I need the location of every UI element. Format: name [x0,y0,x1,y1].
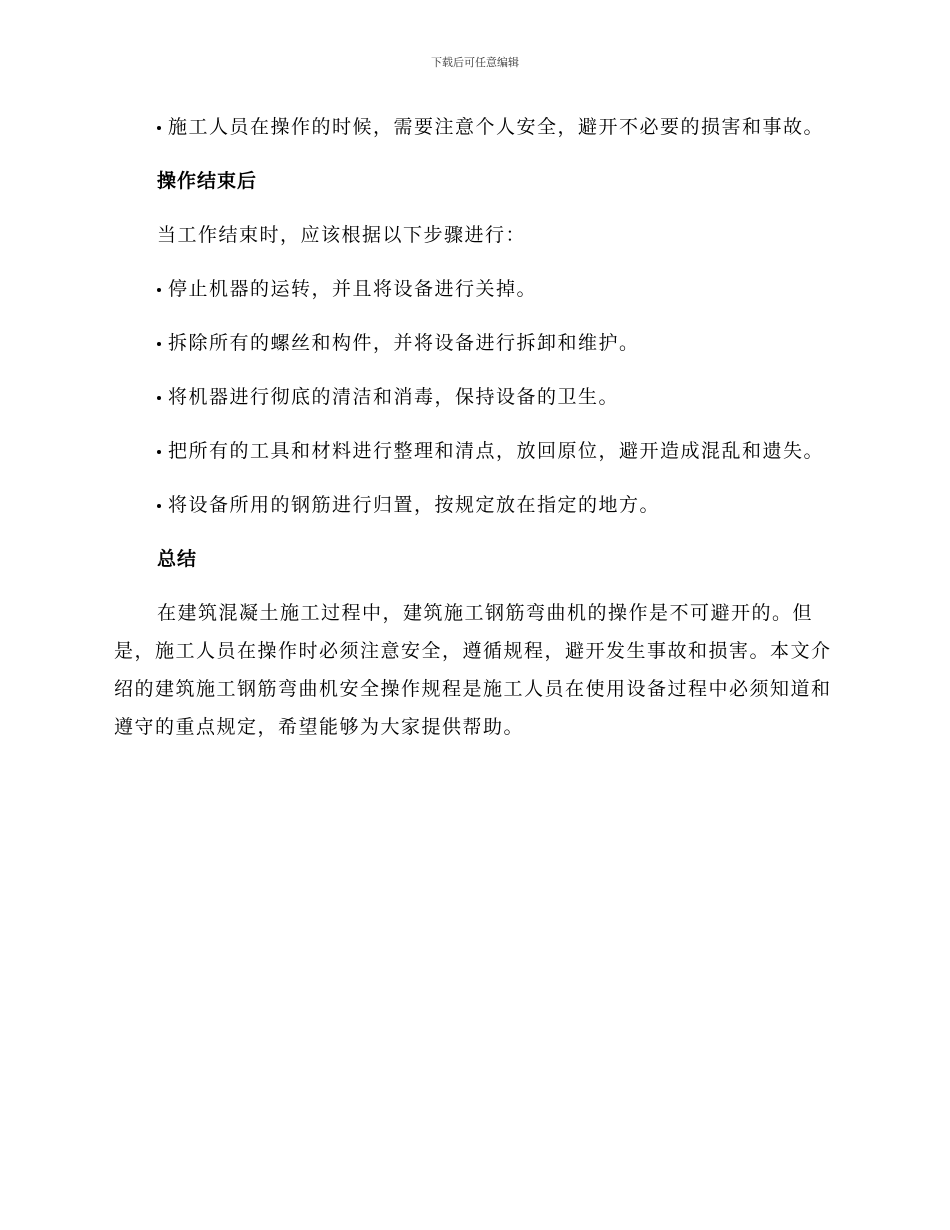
page-header: 下载后可任意编辑 [431,56,519,69]
bullet-dot-icon [157,396,161,400]
bullet-dot-icon [157,450,161,454]
bullet-paragraph: 停止机器的运转，并且将设备进行关掉。 [114,270,832,308]
section-heading-summary: 总结 [157,548,198,570]
bullet-paragraph: 施工人员在操作的时候，需要注意个人安全，避开不必要的损害和事故。 [114,108,832,146]
bullet-dot-icon [157,504,161,508]
bullet-dot-icon [157,342,161,346]
bullet-paragraph: 拆除所有的螺丝和构件，并将设备进行拆卸和维护。 [114,324,832,362]
intro-paragraph: 当工作结束时，应该根据以下步骤进行： [157,224,527,246]
section-heading-after-operation: 操作结束后 [157,170,258,192]
summary-paragraph: 在建筑混凝土施工过程中，建筑施工钢筋弯曲机的操作是不可避开的。但是，施工人员在操作时必须注意安全，遵循规程，避开发生事故和损害。本文介绍的建筑施工钢筋弯曲机安全操作规程是施工人员在使用设备过程中必须知道和遵守的重点规定，希望能够为大家提供帮助。 [114,602,832,738]
bullet-dot-icon [157,288,161,292]
bullet-paragraph: 将设备所用的钢筋进行归置，按规定放在指定的地方。 [114,486,832,524]
bullet-paragraph: 把所有的工具和材料进行整理和清点，放回原位，避开造成混乱和遗失。 [114,432,832,470]
document-body [114,108,832,762]
bullet-paragraph: 将机器进行彻底的清洁和消毒，保持设备的卫生。 [114,378,832,416]
bullet-dot-icon [157,126,161,130]
